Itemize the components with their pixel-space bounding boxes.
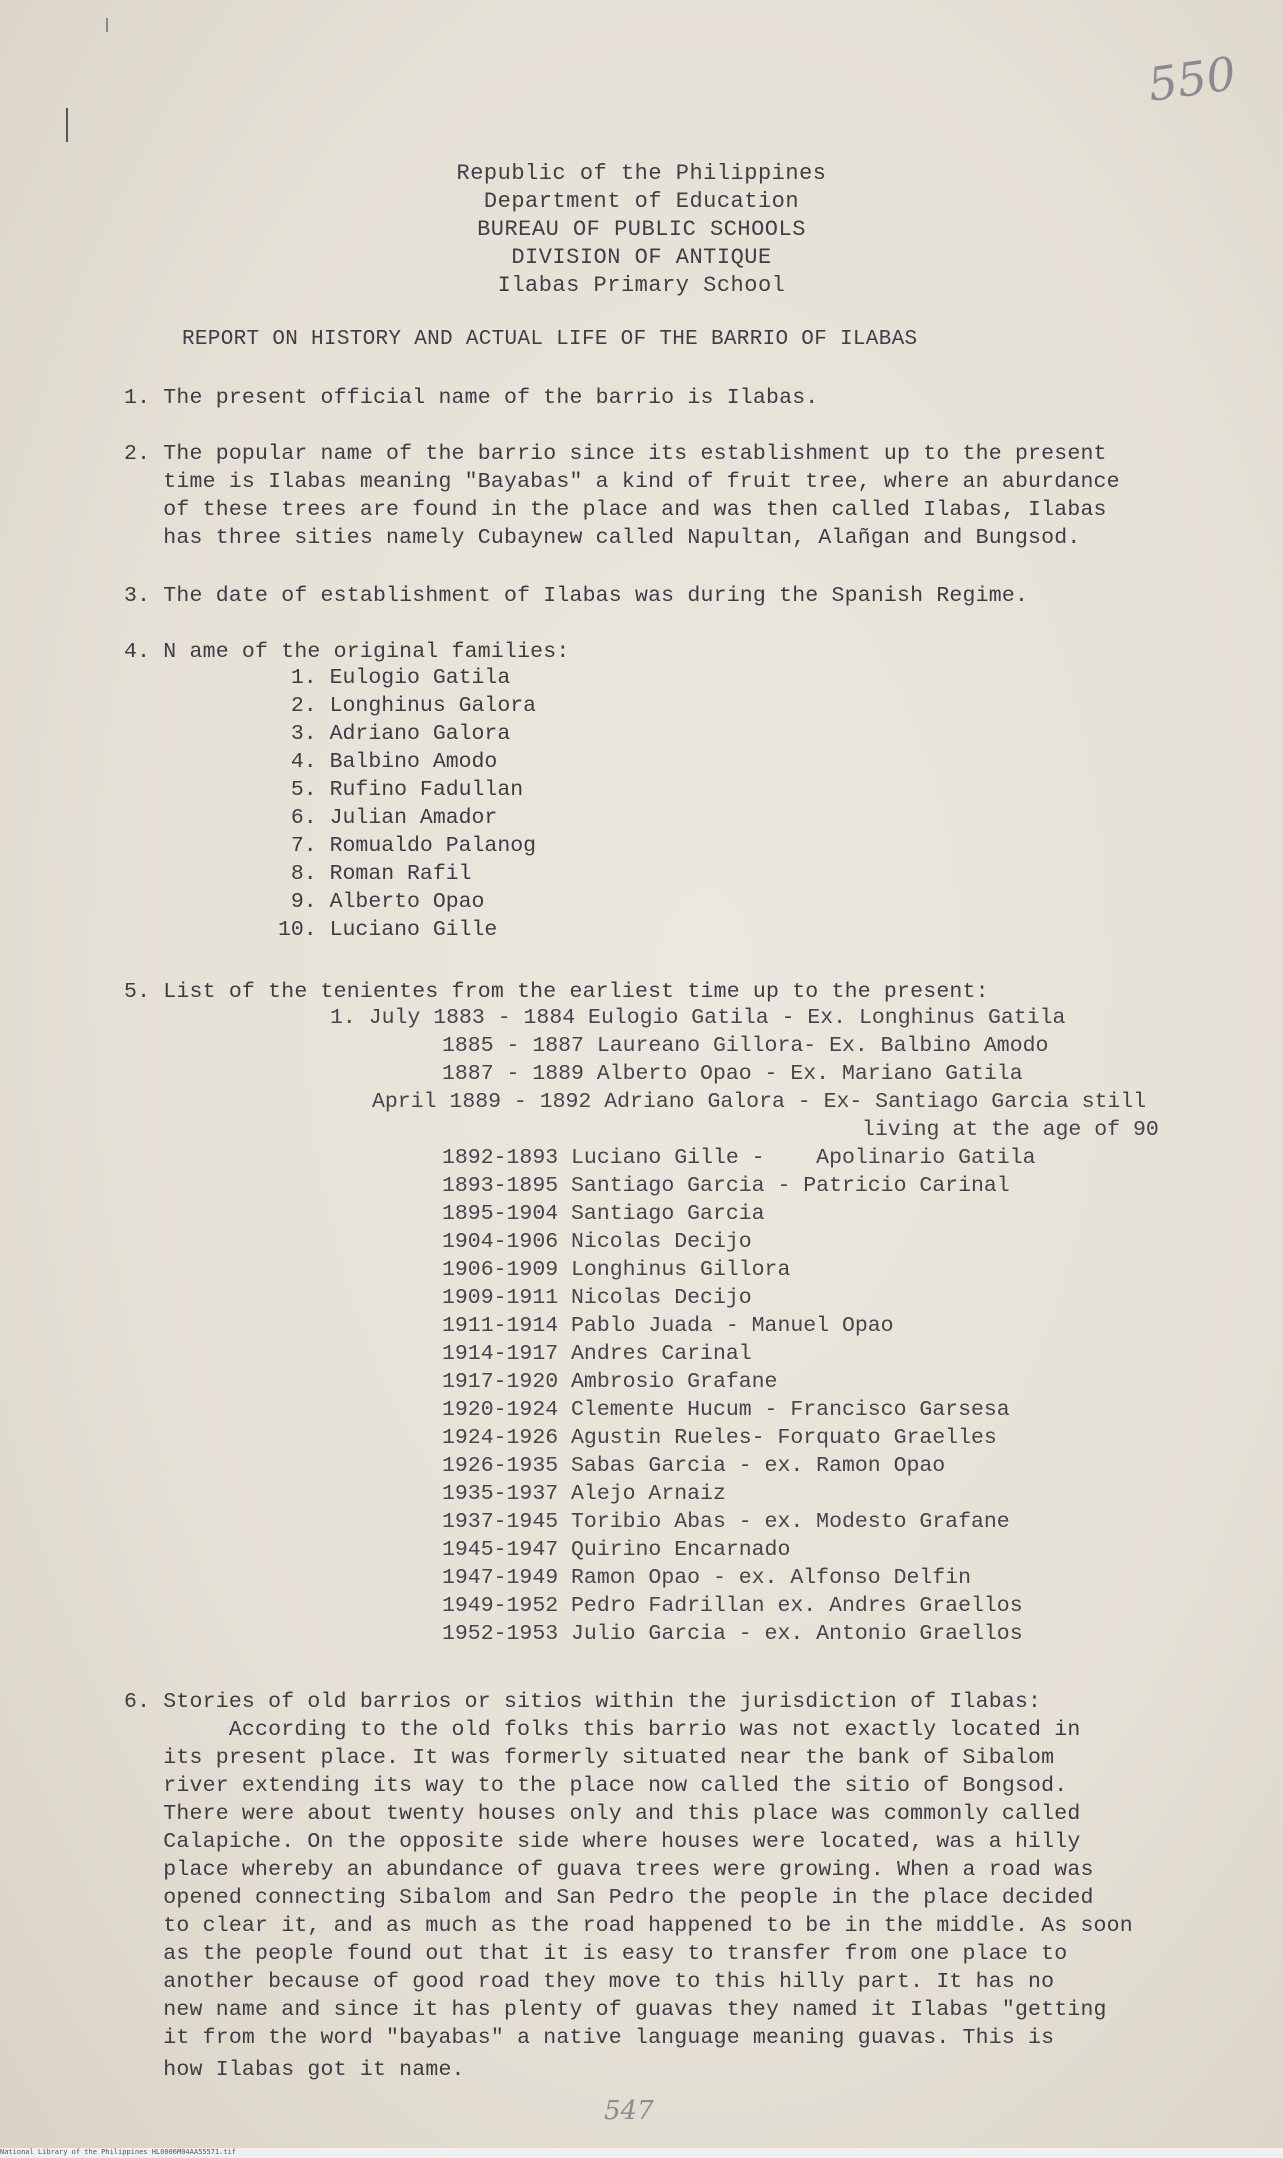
teniente-line: 1947-1949 Ramon Opao - ex. Alfonso Delfin — [442, 1566, 971, 1590]
family-item: 1. Eulogio Gatila — [278, 666, 511, 690]
teniente-line: 1926-1935 Sabas Garcia - ex. Ramon Opao — [442, 1454, 946, 1478]
item-6-line: another because of good road they move to this hilly part. It has no — [124, 1970, 1055, 1994]
item-4-heading: 4. N ame of the original families: — [124, 640, 570, 664]
family-item: 4. Balbino Amodo — [278, 750, 498, 774]
teniente-line: 1914-1917 Andres Carinal — [442, 1342, 752, 1366]
page-number: 550 — [1144, 46, 1240, 112]
teniente-line: 1949-1952 Pedro Fadrillan ex. Andres Graellos — [442, 1594, 1023, 1618]
teniente-line: 1952-1953 Julio Garcia - ex. Antonio Graellos — [442, 1622, 1023, 1646]
item-6-line: According to the old folks this barrio was not exactly located in — [124, 1718, 1081, 1742]
item-6-line: river extending its way to the place now called the sitio of Bongsod. — [124, 1774, 1068, 1798]
family-item: 9. Alberto Opao — [278, 890, 485, 914]
teniente-line: 1904-1906 Nicolas Decijo — [442, 1230, 752, 1254]
teniente-line: 1917-1920 Ambrosio Grafane — [442, 1370, 778, 1394]
item-6-line: place whereby an abundance of guava trees were growing. When a road was — [124, 1858, 1094, 1882]
bottom-mark: 547 — [604, 2096, 654, 2126]
header-line: BUREAU OF PUBLIC SCHOOLS — [477, 217, 806, 242]
teniente-line: 1937-1945 Toribio Abas - ex. Modesto Grafane — [442, 1510, 1010, 1534]
teniente-line: 1924-1926 Agustin Rueles- Forquato Graelles — [442, 1426, 997, 1450]
item-3: 3. The date of establishment of Ilabas was during the Spanish Regime. — [124, 584, 1029, 608]
item-6-line: how Ilabas got it name. — [124, 2058, 465, 2082]
item-6-line: its present place. It was formerly situated near the bank of Sibalom — [124, 1746, 1055, 1770]
item-2-line: has three sities namely Cubaynew called Napultan, Alañgan and Bungsod. — [124, 526, 1081, 550]
scan-mark — [106, 18, 108, 32]
scan-mark — [66, 108, 68, 142]
archive-footer: National Library of the Philippines HL0006M04AA55571.tif — [0, 2148, 1283, 2158]
teniente-line: 1909-1911 Nicolas Decijo — [442, 1286, 752, 1310]
teniente-line: 1935-1937 Alejo Arnaiz — [442, 1482, 726, 1506]
item-6-line: new name and since it has plenty of guavas they named it Ilabas "getting — [124, 1998, 1107, 2022]
family-item: 8. Roman Rafil — [278, 862, 472, 886]
item-6-line: as the people found out that it is easy to transfer from one place to — [124, 1942, 1068, 1966]
family-item: 7. Romualdo Palanog — [278, 834, 537, 858]
item-6-line: Calapiche. On the opposite side where houses were located, was a hilly — [124, 1830, 1081, 1854]
letterhead — [0, 160, 1283, 300]
header-line: Department of Education — [483, 189, 800, 214]
family-item: 2. Longhinus Galora — [278, 694, 537, 718]
teniente-line: 1906-1909 Longhinus Gillora — [442, 1258, 791, 1282]
family-item: 5. Rufino Fadullan — [278, 778, 524, 802]
item-6-line: it from the word "bayabas" a native language meaning guavas. This is — [124, 2026, 1055, 2050]
teniente-line: living at the age of 90 — [862, 1118, 1159, 1142]
teniente-line: 1945-1947 Quirino Encarnado — [442, 1538, 791, 1562]
teniente-line: April 1889 - 1892 Adriano Galora - Ex- Santiago Garcia still — [372, 1090, 1147, 1114]
item-2-line: of these trees are found in the place and was then called Ilabas, Ilabas — [124, 498, 1107, 522]
teniente-line: 1887 - 1889 Alberto Opao - Ex. Mariano Gatila — [442, 1062, 1023, 1086]
header-line: Ilabas Primary School — [497, 273, 786, 298]
report-title: REPORT ON HISTORY AND ACTUAL LIFE OF THE BARRIO OF ILABAS — [182, 328, 918, 351]
teniente-line: 1892-1893 Luciano Gille - Apolinario Gatila — [442, 1146, 1036, 1170]
family-item: 3. Adriano Galora — [278, 722, 511, 746]
item-6-line: 6. Stories of old barrios or sitios within the jurisdiction of Ilabas: — [124, 1690, 1042, 1714]
item-6-line: There were about twenty houses only and this place was commonly called — [124, 1802, 1081, 1826]
item-6-line: opened connecting Sibalom and San Pedro the people in the place decided — [124, 1886, 1094, 1910]
teniente-line: 1885 - 1887 Laureano Gillora- Ex. Balbino Amodo — [442, 1034, 1049, 1058]
family-item: 6. Julian Amador — [278, 806, 498, 830]
family-item: 10. Luciano Gille — [278, 918, 498, 942]
teniente-line: 1. July 1883 - 1884 Eulogio Gatila - Ex. Longhinus Gatila — [330, 1006, 1066, 1030]
item-1: 1. The present official name of the barrio is Ilabas. — [124, 386, 819, 410]
item-2-line: time is Ilabas meaning "Bayabas" a kind of fruit tree, where an aburdance — [124, 470, 1120, 494]
teniente-line: 1893-1895 Santiago Garcia - Patricio Carinal — [442, 1174, 1010, 1198]
item-2-line: 2. The popular name of the barrio since its establishment up to the present — [124, 442, 1107, 466]
header-line: DIVISION OF ANTIQUE — [511, 245, 772, 270]
item-6-line: to clear it, and as much as the road happened to be in the middle. As soon — [124, 1914, 1133, 1938]
teniente-line: 1911-1914 Pablo Juada - Manuel Opao — [442, 1314, 894, 1338]
teniente-line: 1920-1924 Clemente Hucum - Francisco Garsesa — [442, 1398, 1010, 1422]
item-5-heading: 5. List of the tenientes from the earliest time up to the present: — [124, 980, 989, 1004]
header-line: Republic of the Philippines — [456, 161, 827, 186]
teniente-line: 1895-1904 Santiago Garcia — [442, 1202, 765, 1226]
